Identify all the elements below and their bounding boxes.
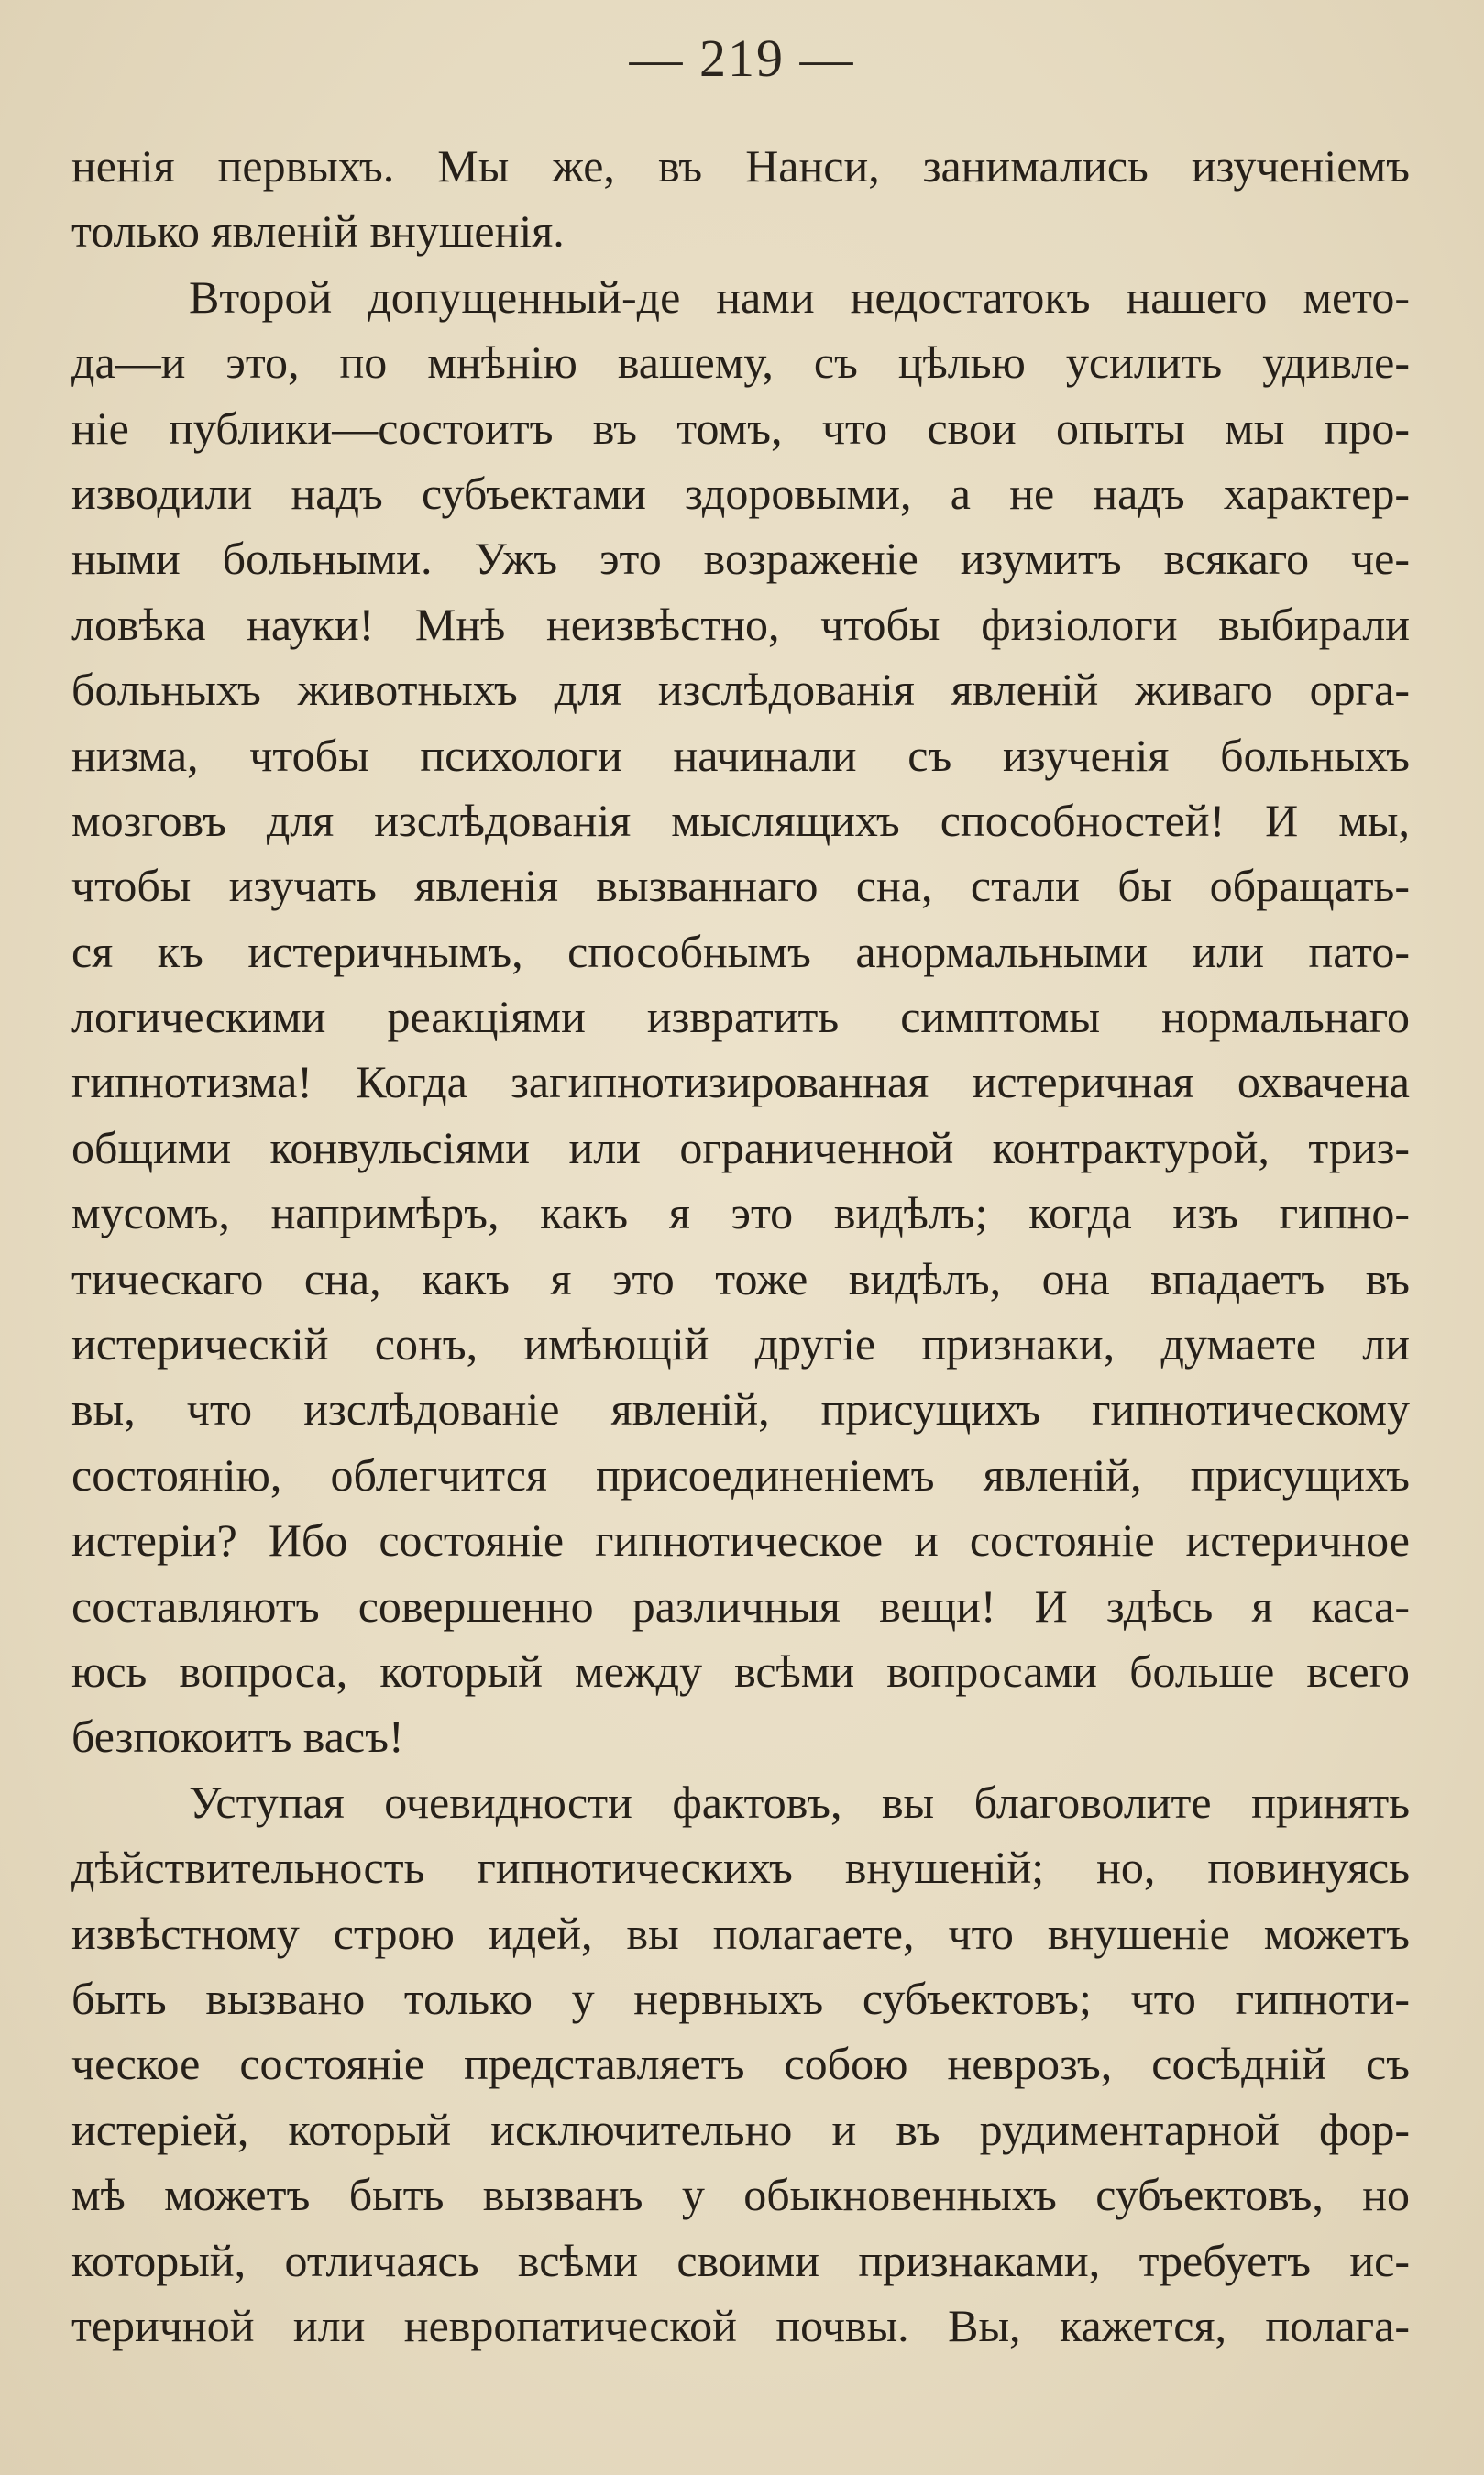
text-line: истеріей, который исключительно и въ рудиментарной фор-	[71, 2103, 1410, 2155]
text-line: Второй допущенный-де нами недостатокъ нашего мето-	[189, 270, 1410, 323]
text-line: общими конвульсіями или ограниченной контрактурой, триз-	[71, 1121, 1410, 1173]
text-line: мусомъ, напримѣръ, какъ я это видѣлъ; когда изъ гипно-	[71, 1187, 1410, 1239]
text-line: тическаго сна, какъ я это тоже видѣлъ, она впадаетъ въ	[71, 1252, 1410, 1304]
text-line: ніе публики—состоитъ въ томъ, что свои опыты мы про-	[71, 402, 1410, 454]
text-line: да—и это, по мнѣнію вашему, съ цѣлью усилить удивле-	[71, 336, 1410, 389]
text-line: низма, чтобы психологи начинали съ изученія больныхъ	[71, 729, 1410, 781]
text-line: только явленій внушенія.	[71, 205, 565, 258]
text-line: мозговъ для изслѣдованія мыслящихъ способностей! И мы,	[71, 794, 1410, 846]
text-line: истеріи? Ибо состояніе гипнотическое и состояніе истеричное	[71, 1514, 1410, 1567]
text-line: истерическій сонъ, имѣющій другіе признаки, думаете ли	[71, 1318, 1410, 1370]
text-line: безпокоитъ васъ!	[71, 1710, 404, 1763]
text-line: юсь вопроса, который между всѣми вопросами больше всего	[71, 1644, 1410, 1697]
text-line: изводили надъ субъектами здоровыми, а не надъ характер-	[71, 467, 1410, 519]
text-line: мѣ можетъ быть вызванъ у обыкновенныхъ субъектовъ, но	[71, 2169, 1410, 2221]
page-number: — 219 —	[629, 28, 855, 88]
text-line: составляютъ совершенно различныя вещи! И здѣсь я каса-	[71, 1579, 1410, 1632]
text-line: логическими реакціями извратить симптомы нормальнаго	[71, 991, 1410, 1043]
text-line: теричной или невропатической почвы. Вы, кажется, полага-	[71, 2299, 1410, 2351]
text-line: который, отличаясь всѣми своими признаками, требуетъ ис-	[71, 2234, 1410, 2286]
text-line: состоянію, облегчится присоединеніемъ явленій, присущихъ	[71, 1448, 1410, 1501]
text-line: ненія первыхъ. Мы же, въ Нанси, занимались изученіемъ	[71, 140, 1410, 192]
text-line: быть вызвано только у нервныхъ субъектовъ; что гипноти-	[71, 1972, 1410, 2024]
text-line: Уступая очевидности фактовъ, вы благоволите принять	[189, 1776, 1410, 1828]
text-line: извѣстному строю идей, вы полагаете, что внушеніе можетъ	[71, 1907, 1410, 1959]
body-text	[71, 134, 1410, 2359]
text-line: дѣйствительность гипнотическихъ внушеній; но, повинуясь	[71, 1842, 1410, 1894]
text-line: ловѣка науки! Мнѣ неизвѣстно, чтобы физіологи выбирали	[71, 598, 1410, 650]
text-line: вы, что изслѣдованіе явленій, присущихъ гипнотическому	[71, 1383, 1410, 1436]
text-line: ся къ истеричнымъ, способнымъ анормальными или пато-	[71, 925, 1410, 977]
text-line: ными больными. Ужъ это возраженіе изумитъ всякаго че-	[71, 533, 1410, 585]
text-line: больныхъ животныхъ для изслѣдованія явленій живаго орга-	[71, 664, 1410, 716]
text-line: ческое состояніе представляетъ собою неврозъ, сосѣдній съ	[71, 2038, 1410, 2090]
text-line: чтобы изучать явленія вызваннаго сна, стали бы обращать-	[71, 860, 1410, 912]
text-line: гипнотизма! Когда загипнотизированная истеричная охвачена	[71, 1056, 1410, 1108]
